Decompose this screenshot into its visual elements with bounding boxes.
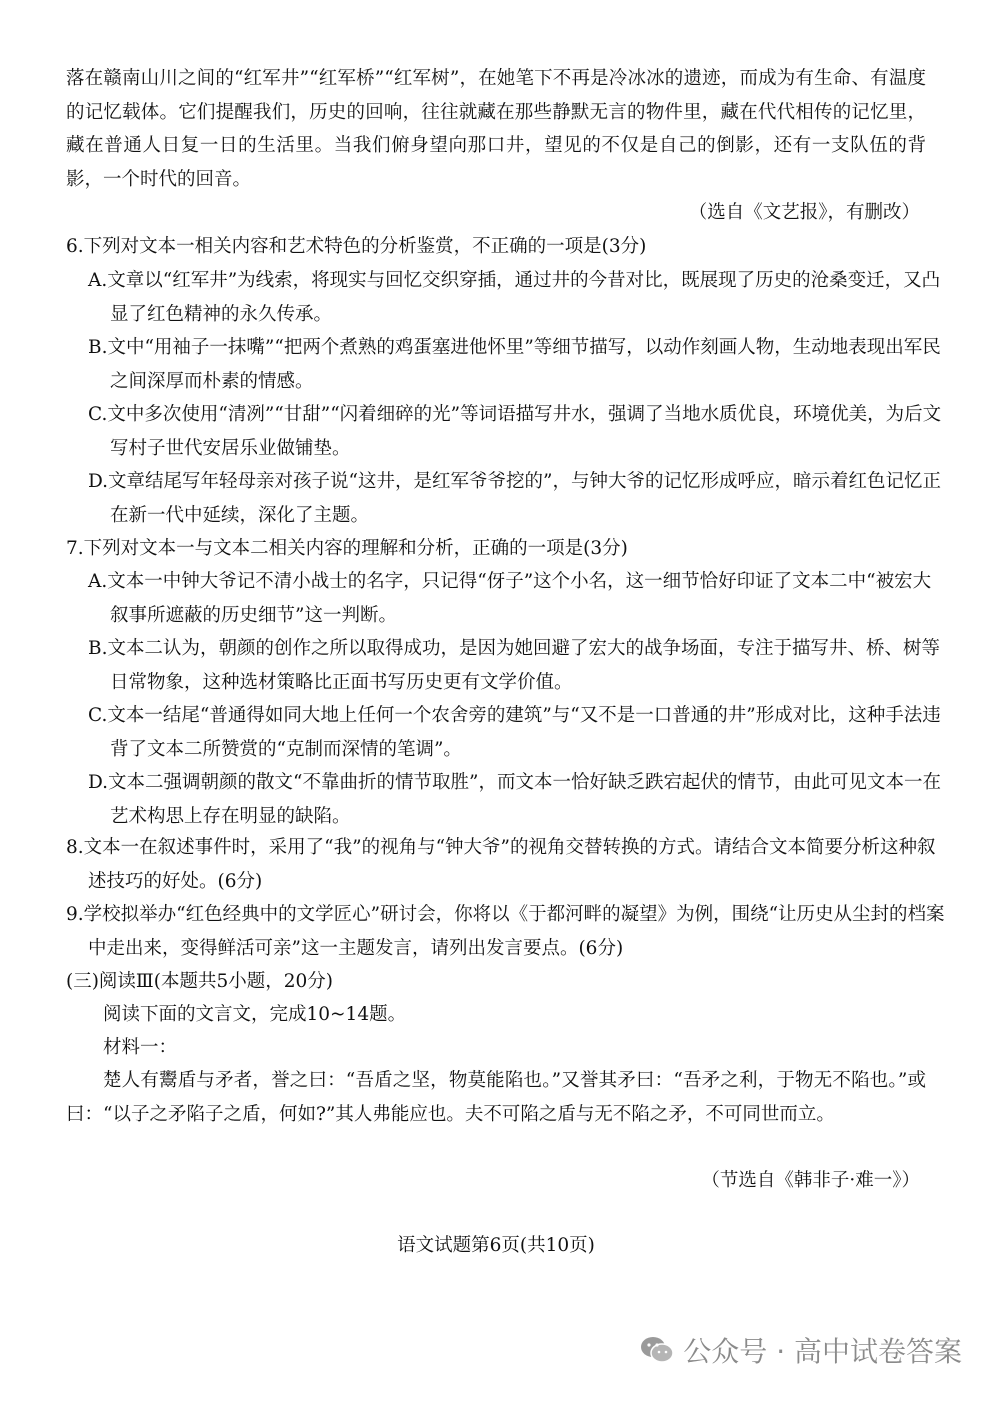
- page-footer: 语文试题第6页(共10页): [397, 1235, 595, 1256]
- section-3-heading: (三)阅读Ⅲ(本题共5小题，20分): [66, 971, 334, 992]
- question-6-option-d: D.文章结尾写年轻母亲对孩子说“这井，是红军爷爷挖的”，与钟大爷的记忆形成呼应，暗示着红色记忆正在新一代中延续，深化了主题。: [88, 471, 941, 526]
- question-7-option-c: C.文本一结尾“普通得如同大地上任何一个农舍旁的建筑”与“又不是一口普通的井”形成对比，这种手法违背了文本二所赞赏的“克制而深情的笔调”。: [88, 705, 941, 760]
- question-6-option-c: C.文中多次使用“清冽”“甘甜”“闪着细碎的光”等词语描写井水，强调了当地水质优良，环境优美，为后文写村子世代安居乐业做铺垫。: [88, 404, 942, 459]
- question-7-stem: 7.下列对文本一与文本二相关内容的理解和分析，正确的一项是(3分): [66, 538, 628, 559]
- question-9: 9.学校拟举办“红色经典中的文学匠心”研讨会，你将以《于都河畔的凝望》为例，围绕“让历史从尘封的档案中走出来，变得鲜活可亲”这一主题发言，请列出发言要点。(6分): [66, 904, 945, 959]
- question-6-stem: 6.下列对文本一相关内容和艺术特色的分析鉴赏，不正确的一项是(3分): [66, 236, 647, 257]
- watermark-text: 公众号 · 高中试卷答案: [683, 1335, 962, 1368]
- question-7-option-d: D.文本二强调朝颜的散文“不靠曲折的情节取胜”，而文本一恰好缺乏跌宕起伏的情节，由此可见文本一在艺术构思上存在明显的缺陷。: [88, 772, 941, 827]
- question-6-option-b: B.文中“用袖子一抹嘴”“把两个煮熟的鸡蛋塞进他怀里”等细节描写，以动作刻画人物，生动地表现出军民之间深厚而朴素的情感。: [88, 337, 941, 392]
- passage-end: 落在赣南山川之间的“红军井”“红军桥”“红军树”，在她笔下不再是冷冰冰的遗迹，而成为有生命、有温度的记忆载体。它们提醒我们，历史的回响，往往就藏在那些静默无言的物件里，藏在代代相传的记忆里，藏在普通人日复一日的生活里。当我们俯身望向那口井，望见的不仅是自己的倒影，还有一支队伍的背影，一个时代的回音。: [66, 68, 926, 190]
- source-citation-2: （节选自《韩非子·难一》）: [701, 1170, 920, 1191]
- question-8: 8.文本一在叙述事件时，采用了“我”的视角与“钟大爷”的视角交替转换的方式。请结合文本简要分析这种叙述技巧的好处。(6分): [66, 837, 936, 892]
- question-6-option-a: A.文章以“红军井”为线索，将现实与回忆交织穿插，通过井的今昔对比，既展现了历史的沧桑变迁，又凸显了红色精神的永久传承。: [88, 270, 941, 325]
- material-1-text: 楚人有鬻盾与矛者，誉之曰：“吾盾之坚，物莫能陷也。”又誉其矛曰：“吾矛之利，于物无不陷也。”或曰：“以子之矛陷子之盾，何如?”其人弗能应也。夫不可陷之盾与无不陷之矛，不可同世而立。: [66, 1070, 926, 1125]
- watermark: [639, 1330, 962, 1370]
- question-7-option-a: A.文本一中钟大爷记不清小战士的名字，只记得“伢子”这个小名，这一细节恰好印证了文本二中“被宏大叙事所遮蔽的历史细节”这一判断。: [88, 571, 932, 626]
- question-7-option-b: B.文本二认为，朝颜的创作之所以取得成功，是因为她回避了宏大的战争场面，专注于描写井、桥、树等日常物象，这种选材策略比正面书写历史更有文学价值。: [88, 638, 940, 693]
- material-1-label: 材料一：: [103, 1037, 178, 1058]
- source-citation-1: （选自《文艺报》，有删改）: [688, 202, 920, 223]
- reading-instruction: 阅读下面的文言文，完成10~14题。: [103, 1004, 407, 1025]
- wechat-icon: [639, 1335, 675, 1365]
